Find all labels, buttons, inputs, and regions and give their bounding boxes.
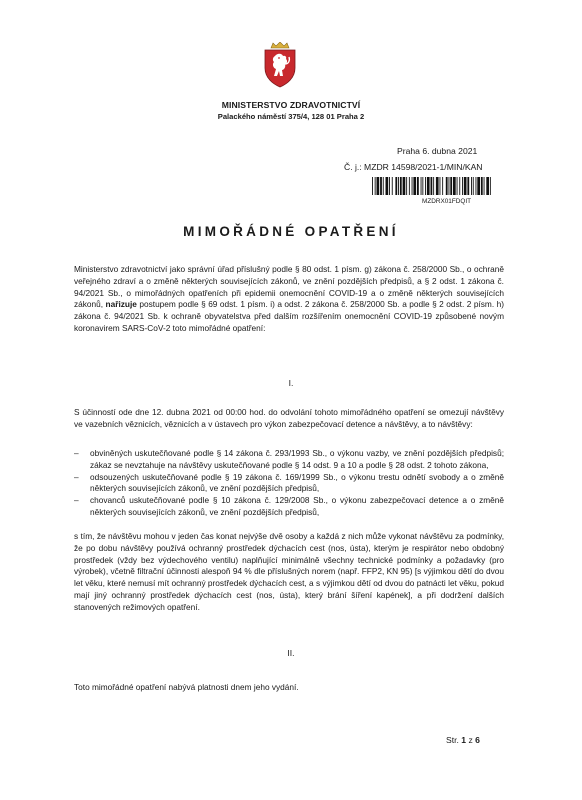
barcode-bar [427,177,430,195]
barcode-bar [377,177,380,195]
barcode-bar [431,177,433,195]
bullet-dash: – [74,471,79,482]
barcode-bar [380,177,382,195]
section-1-text: S účinností ode dne 12. dubna 2021 od 00:00 hod. do odvolání tohoto mimořádného opatření se omezují návštěvy ve vazebních věznicích, věznicích a v ústavech pro výkon zabezpečovací detence a návštěvy, a to návštěvy: [74,407,504,429]
barcode-bar [453,177,456,195]
barcode-bar [389,177,390,195]
bullet-dash: – [74,448,79,458]
barcode-bar [398,177,399,195]
page-current: 1 [461,735,467,745]
list-item [74,448,504,472]
barcode-bar [467,177,469,195]
list-item [74,472,504,496]
barcode-bar [490,177,491,195]
barcode-bar [450,177,452,195]
intro-text-2: postupem podle § 69 odst. 1 písm. i) a odst. 2 zákona č. 258/2000 Sb. a podle § 2 odst. 2 písm. h) zákona č. 94/2021 Sb. k ochraně obyvatelstva před dalším rozšířením onemocnění COVID-19 způsobené novým koronavirem SARS-CoV-2 toto mimořádné opatření: [74,299,504,333]
ministry-address: Palackého náměstí 375/4, 128 01 Praha 2 [217,112,365,121]
barcode-bar [462,177,463,195]
section-1-closing: s tím, že návštěvu mohou v jeden čas konat nejvýše dvě osoby a každá z nich může vykonat návštěvu za podmínky, že po dobu návštěvy používá ochranný prostředek dýchacích cest (nos, ústa), kterým je respirátor nebo obdobný prostředek (vždy bez výdechového ventilu) naplňující minimálně všechny technické podmínky a požadavky (pro výrobek), včetně filtrační účinnosti alespoň 94 % dle příslušných norem (např. FFP2, KN 95) [s výjimkou dětí do dvou let věku, které nemusí mít ochranný prostředek dýchacích cest, a s výjimkou dětí od dvou do patnácti let věku, pokud mají jiný ochranný prostředek dýchacích cest (nos, ústa), který brání šíření kapének], a při dodržení dalších stanovených režimových opatření. [74,531,504,612]
barcode-bar [464,177,467,195]
barcode-bar [486,177,489,195]
barcode-text: MZDRX01FDQIT [422,198,471,205]
list-item-text: chovanců uskutečňované podle § 10 zákona č. 129/2008 Sb., o výkonu zabezpečovací detence a o změně některých souvisejících zákonů, ve znění pozdějších předpisů, [90,495,504,517]
barcode-bar [395,177,397,195]
place-date: Praha 6. dubna 2021 [397,146,478,156]
barcode-bar [457,177,458,195]
intro-text-1: Ministerstvo zdravotnictví jako správní úřad příslušný podle § 80 odst. 1 písm. g) zákona č. 258/2000 Sb., o ochraně veřejného zdraví a o změně některých souvisejících zákonů, ve znění pozdějších předpisů, a § 2 odst. 1 zákona č. 94/2021 Sb., o mimořádných opatřeních při epidemii onemocnění COVID-19 a o změně některých souvisejících zákonů, [74,264,504,310]
section-2-text: Toto mimořádné opatření nabývá platnosti dnem jeho vydání. [74,682,299,692]
intro-bold-verb: nařizuje [105,299,137,310]
barcode-bar [449,177,450,195]
bullet-dash: – [74,495,79,506]
barcode-bar [383,177,384,195]
visit-types-list [74,448,504,519]
barcode-bar [372,177,373,195]
barcode-bar [440,177,441,195]
barcode-bar [436,177,439,195]
barcode-bar [403,177,406,195]
list-item-text: obviněných uskutečňované podle § 14 zákona č. 293/1993 Sb., o výkonu vazby, ve znění pozdějších předpisů; zákaz se nevztahuje na návštěvy uskutečňované podle § 14 odst. 9 a 10 a podle § 28 odst. 2 tohoto zákona, [90,448,504,470]
barcode-bar [425,177,426,195]
page-number [446,735,480,745]
czech-lion-coat-of-arms-icon [262,42,298,88]
page-separator: z [468,735,473,745]
barcode-bar [433,177,434,195]
barcode-bar [375,177,376,195]
barcode-bar [412,177,413,195]
list-item [74,495,504,519]
barcode-bar [392,177,393,195]
intro-paragraph [74,264,504,335]
ministry-name: MINISTERSTVO ZDRAVOTNICTVÍ [221,100,361,110]
barcode-bar [481,177,483,195]
barcode-bar [417,177,419,195]
list-item-text: odsouzených uskutečňované podle § 19 zákona č. 169/1999 Sb., o výkonu trestu odnětí svobody a o změně některých souvisejících zákonů, ve znění pozdějších předpisů, [90,471,504,494]
barcode-bar [484,177,485,195]
barcode-bar [473,177,474,195]
barcode-bar [459,177,460,195]
document-title: MIMOŘÁDNÉ OPATŘENÍ [183,224,399,239]
barcode-bar [413,177,416,195]
barcode-bar [422,177,423,195]
barcode-bar [421,177,422,195]
barcode-bar [400,177,402,195]
barcode-bar [471,177,472,195]
barcode-bar [446,177,448,195]
section-1-numeral: I. [288,378,294,388]
barcode [372,177,492,195]
section-2-numeral: II. [287,648,295,658]
barcode-bar [476,177,477,195]
page-prefix: Str. [446,735,459,745]
reference-number: Č. j.: MZDR 14598/2021-1/MIN/KAN [344,162,483,172]
page-total: 6 [475,735,480,745]
barcode-bar [409,177,410,195]
barcode-bar [406,177,407,195]
barcode-bar [477,177,480,195]
barcode-bar [386,177,389,195]
barcode-bar [442,177,443,195]
